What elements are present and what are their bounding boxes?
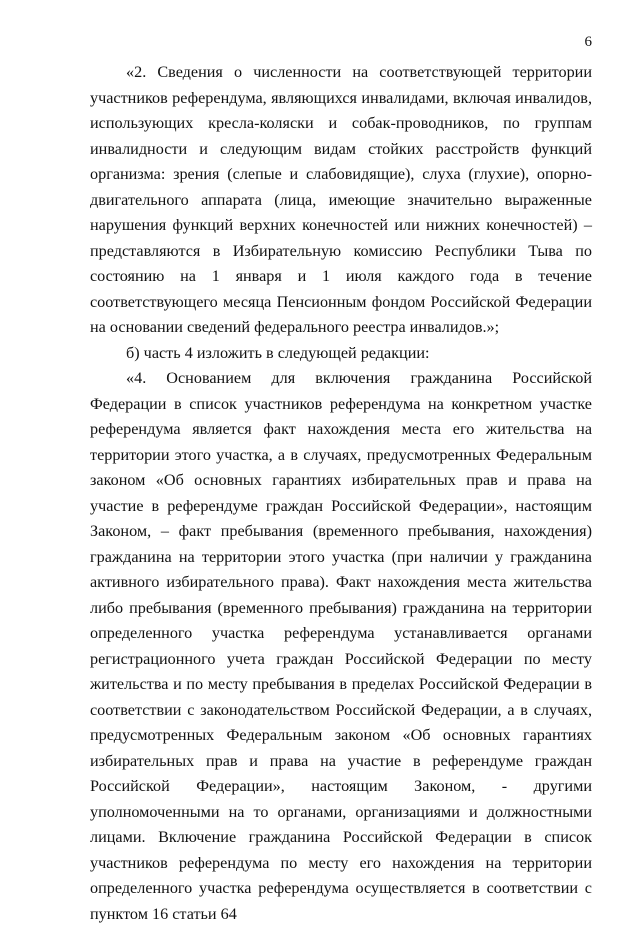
paragraph-amendment-part-4: б) часть 4 изложить в следующей редакции: [126,343,430,362]
page-number: 6 [584,34,592,50]
document-body [90,60,592,927]
paragraph-voter-list-basis: «4. Основанием для включения гражданина Российской Федерации в список участников референдума на конкретном участке референдума является факт нахождения места его жительства на территории этого участка, а в случаях, предусмотренных Федеральным законом «Об основных гарантиях избирательных прав и права на участие в референдуме граждан Российской Федерации», настоящим Законом, – факт пребывания (временного пребывания, нахождения) гражданина на территории этого участка (при наличии у гражданина активного избирательного права). Факт нахождения места жительства либо пребывания (временного пребывания) гражданина на территории определенного участка референдума устанавливается органами регистрационного учета граждан Российской Федерации по месту жительства и по месту пребывания в пределах Российской Федерации в соответствии с законодательством Российской Федерации, а в случаях, предусмотренных Федеральным законом «Об основных гарантиях избирательных прав и права на участие в референдуме граждан Российской Федерации», настоящим Законом, - другими уполномоченными на то органами, организациями и должностными лицами. Включение гражданина Российской Федерации в список участников референдума по месту его нахождения на территории определенного участка референдума осуществляется в соответствии с пунктом 16 статьи 64 [90,369,592,923]
paragraph-statistics-disabled: «2. Сведения о численности на соответствующей территории участников референдума, являющихся инвалидами, включая инвалидов, использующих кресла-коляски и собак-проводников, по группам инвалидности и следующим видам стойких расстройств функций организма: зрения (слепые и слабовидящие), слуха (глухие), опорно-двигательного аппарата (лица, имеющие значительно выраженные нарушения функций верхних конечностей или нижних конечностей) – представляются в Избирательную комиссию Республики Тыва по состоянию на 1 января и 1 июля каждого года в течение соответствующего месяца Пенсионным фондом Российской Федерации на основании сведений федерального реестра инвалидов.»; [90,63,592,336]
